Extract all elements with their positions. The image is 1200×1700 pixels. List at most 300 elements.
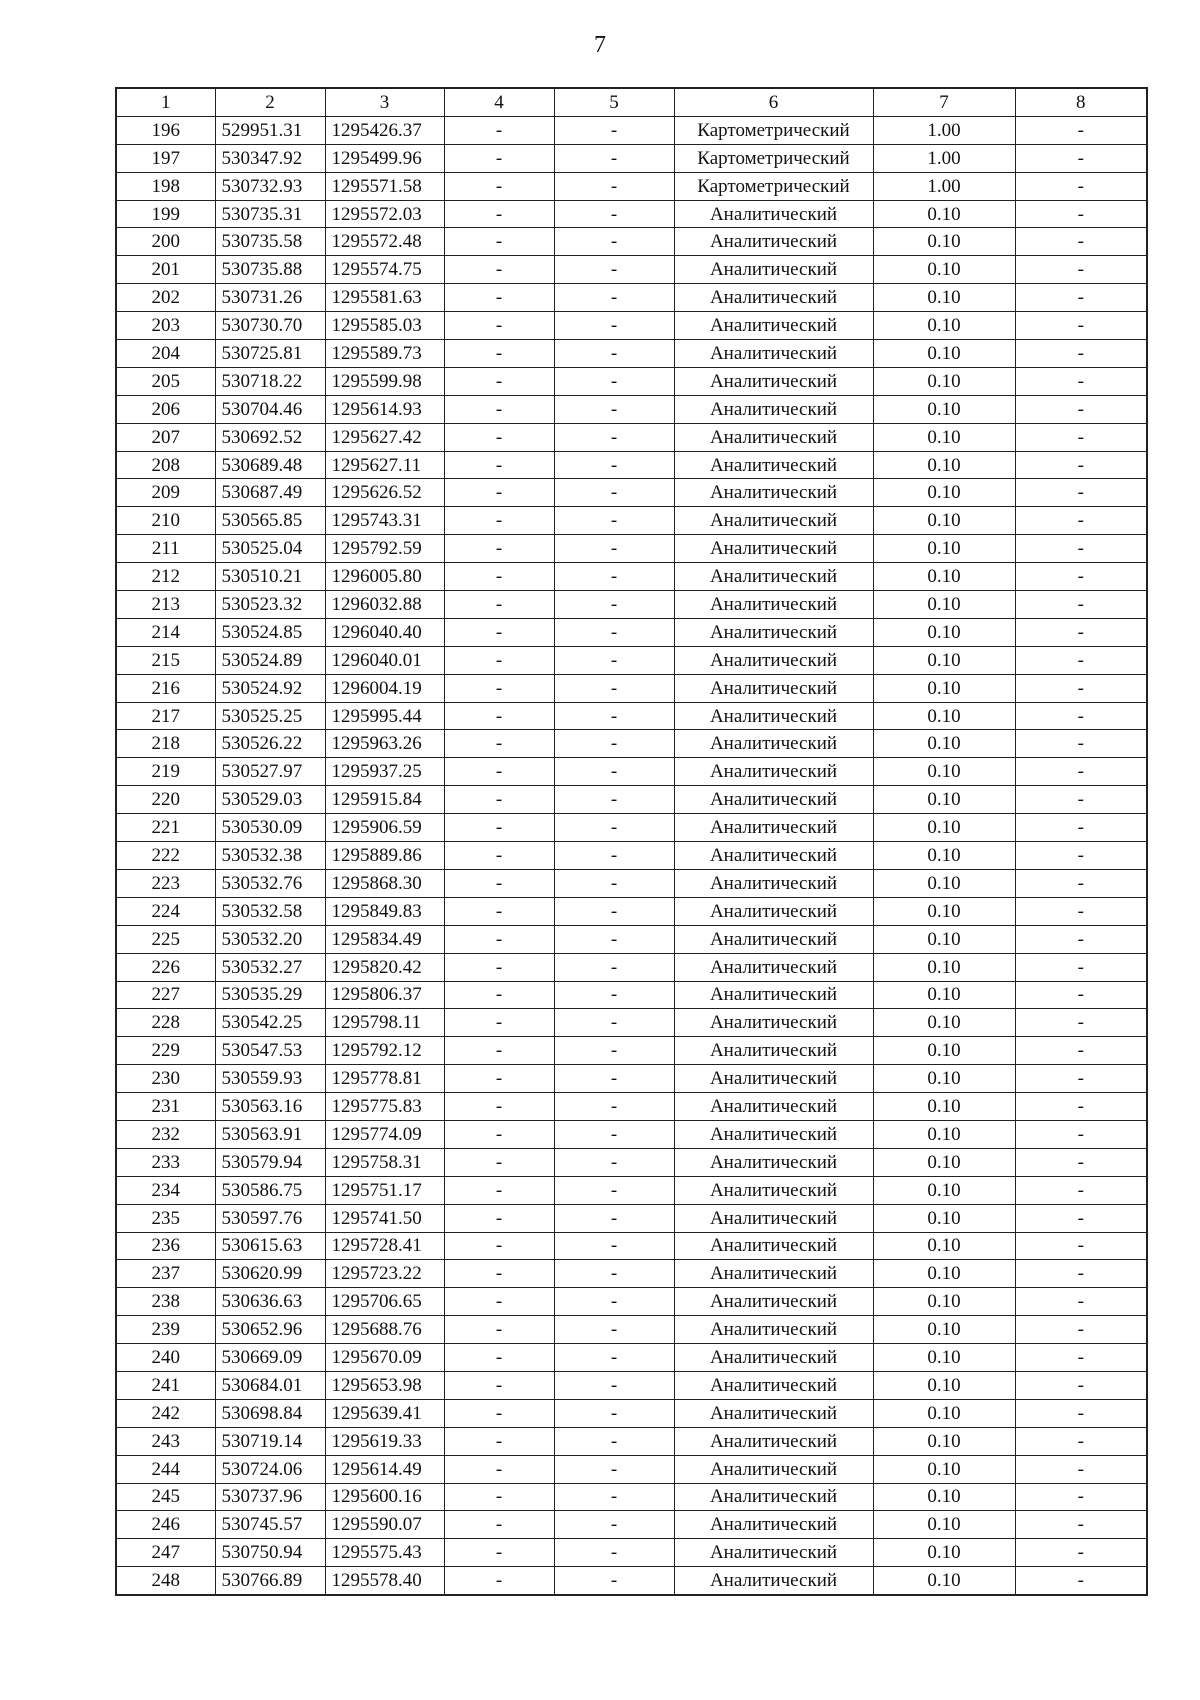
table-row	[116, 507, 1147, 535]
column-8-cell: -	[1015, 1260, 1147, 1288]
accuracy-cell: 0.10	[873, 1316, 1015, 1344]
point-number-cell: 222	[116, 842, 215, 870]
x-coordinate-cell: 530750.94	[215, 1539, 325, 1567]
point-number-cell: 236	[116, 1232, 215, 1260]
x-coordinate-cell: 530692.52	[215, 423, 325, 451]
accuracy-cell: 0.10	[873, 814, 1015, 842]
x-coordinate-cell: 530730.70	[215, 312, 325, 340]
table-row	[116, 674, 1147, 702]
column-5-cell: -	[554, 674, 674, 702]
point-number-cell: 243	[116, 1427, 215, 1455]
column-5-cell: -	[554, 312, 674, 340]
column-8-cell: -	[1015, 367, 1147, 395]
x-coordinate-cell: 530510.21	[215, 563, 325, 591]
accuracy-cell: 1.00	[873, 116, 1015, 144]
y-coordinate-cell: 1296040.40	[325, 618, 444, 646]
point-number-cell: 197	[116, 144, 215, 172]
column-5-cell: -	[554, 925, 674, 953]
column-4-cell: -	[444, 1009, 554, 1037]
table-row	[116, 423, 1147, 451]
table-row	[116, 228, 1147, 256]
y-coordinate-cell: 1295585.03	[325, 312, 444, 340]
accuracy-cell: 0.10	[873, 451, 1015, 479]
table-row	[116, 981, 1147, 1009]
method-cell: Аналитический	[674, 1427, 873, 1455]
x-coordinate-cell: 530636.63	[215, 1288, 325, 1316]
method-cell: Аналитический	[674, 367, 873, 395]
column-5-cell: -	[554, 395, 674, 423]
column-8-cell: -	[1015, 1427, 1147, 1455]
point-number-cell: 219	[116, 758, 215, 786]
column-5-cell: -	[554, 256, 674, 284]
method-cell: Аналитический	[674, 1148, 873, 1176]
table-row	[116, 814, 1147, 842]
column-5-cell: -	[554, 1288, 674, 1316]
x-coordinate-cell: 530766.89	[215, 1567, 325, 1595]
x-coordinate-cell: 530347.92	[215, 144, 325, 172]
method-cell: Аналитический	[674, 535, 873, 563]
column-8-cell: -	[1015, 1399, 1147, 1427]
y-coordinate-cell: 1295889.86	[325, 842, 444, 870]
x-coordinate-cell: 530525.25	[215, 702, 325, 730]
accuracy-cell: 0.10	[873, 897, 1015, 925]
column-4-cell: -	[444, 1260, 554, 1288]
point-number-cell: 223	[116, 869, 215, 897]
column-5-cell: -	[554, 1260, 674, 1288]
column-4-cell: -	[444, 758, 554, 786]
column-5-cell: -	[554, 1567, 674, 1595]
accuracy-cell: 0.10	[873, 1539, 1015, 1567]
method-cell: Аналитический	[674, 674, 873, 702]
table-row	[116, 312, 1147, 340]
method-cell: Аналитический	[674, 451, 873, 479]
accuracy-cell: 0.10	[873, 1009, 1015, 1037]
column-5-cell: -	[554, 1148, 674, 1176]
accuracy-cell: 0.10	[873, 1232, 1015, 1260]
y-coordinate-cell: 1295758.31	[325, 1148, 444, 1176]
method-cell: Аналитический	[674, 758, 873, 786]
x-coordinate-cell: 530735.31	[215, 200, 325, 228]
point-number-cell: 205	[116, 367, 215, 395]
column-4-cell: -	[444, 312, 554, 340]
column-8-cell: -	[1015, 312, 1147, 340]
x-coordinate-cell: 530532.20	[215, 925, 325, 953]
y-coordinate-cell: 1295578.40	[325, 1567, 444, 1595]
column-8-cell: -	[1015, 1065, 1147, 1093]
column-5-cell: -	[554, 1093, 674, 1121]
table-row	[116, 1037, 1147, 1065]
accuracy-cell: 0.10	[873, 535, 1015, 563]
point-number-cell: 246	[116, 1511, 215, 1539]
column-5-cell: -	[554, 646, 674, 674]
method-cell: Аналитический	[674, 395, 873, 423]
method-cell: Аналитический	[674, 730, 873, 758]
column-5-cell: -	[554, 367, 674, 395]
x-coordinate-cell: 530523.32	[215, 591, 325, 619]
column-5-cell: -	[554, 1232, 674, 1260]
accuracy-cell: 0.10	[873, 256, 1015, 284]
point-number-cell: 233	[116, 1148, 215, 1176]
accuracy-cell: 0.10	[873, 1065, 1015, 1093]
y-coordinate-cell: 1295774.09	[325, 1120, 444, 1148]
column-5-cell: -	[554, 200, 674, 228]
method-cell: Аналитический	[674, 1120, 873, 1148]
column-8-cell: -	[1015, 1176, 1147, 1204]
column-5-cell: -	[554, 758, 674, 786]
method-cell: Аналитический	[674, 1093, 873, 1121]
x-coordinate-cell: 530725.81	[215, 340, 325, 368]
column-5-cell: -	[554, 869, 674, 897]
column-8-cell: -	[1015, 1455, 1147, 1483]
column-8-cell: -	[1015, 842, 1147, 870]
y-coordinate-cell: 1295599.98	[325, 367, 444, 395]
column-8-cell: -	[1015, 897, 1147, 925]
table-row	[116, 925, 1147, 953]
column-8-cell: -	[1015, 1120, 1147, 1148]
method-cell: Аналитический	[674, 312, 873, 340]
x-coordinate-cell: 530732.93	[215, 172, 325, 200]
table-row	[116, 1371, 1147, 1399]
x-coordinate-cell: 530559.93	[215, 1065, 325, 1093]
column-8-cell: -	[1015, 1037, 1147, 1065]
accuracy-cell: 0.10	[873, 200, 1015, 228]
column-4-cell: -	[444, 367, 554, 395]
column-4-cell: -	[444, 451, 554, 479]
point-number-cell: 225	[116, 925, 215, 953]
table-row	[116, 702, 1147, 730]
page-number: 7	[594, 32, 606, 58]
method-cell: Аналитический	[674, 646, 873, 674]
accuracy-cell: 0.10	[873, 925, 1015, 953]
column-4-cell: -	[444, 618, 554, 646]
x-coordinate-cell: 529951.31	[215, 116, 325, 144]
y-coordinate-cell: 1295499.96	[325, 144, 444, 172]
y-coordinate-cell: 1296005.80	[325, 563, 444, 591]
x-coordinate-cell: 530532.27	[215, 953, 325, 981]
method-cell: Аналитический	[674, 423, 873, 451]
x-coordinate-cell: 530689.48	[215, 451, 325, 479]
column-4-cell: -	[444, 1176, 554, 1204]
accuracy-cell: 0.10	[873, 228, 1015, 256]
column-5-cell: -	[554, 507, 674, 535]
point-number-cell: 215	[116, 646, 215, 674]
table-row	[116, 1065, 1147, 1093]
method-cell: Аналитический	[674, 1204, 873, 1232]
column-4-cell: -	[444, 395, 554, 423]
point-number-cell: 238	[116, 1288, 215, 1316]
y-coordinate-cell: 1295778.81	[325, 1065, 444, 1093]
column-8-cell: -	[1015, 563, 1147, 591]
method-cell: Картометрический	[674, 172, 873, 200]
y-coordinate-cell: 1295741.50	[325, 1204, 444, 1232]
column-5-cell: -	[554, 730, 674, 758]
y-coordinate-cell: 1295572.03	[325, 200, 444, 228]
column-5-cell: -	[554, 1539, 674, 1567]
point-number-cell: 226	[116, 953, 215, 981]
column-8-cell: -	[1015, 1539, 1147, 1567]
method-cell: Аналитический	[674, 925, 873, 953]
column-5-cell: -	[554, 1204, 674, 1232]
accuracy-cell: 0.10	[873, 563, 1015, 591]
column-4-cell: -	[444, 730, 554, 758]
method-cell: Аналитический	[674, 786, 873, 814]
point-number-cell: 248	[116, 1567, 215, 1595]
accuracy-cell: 0.10	[873, 1567, 1015, 1595]
column-4-cell: -	[444, 786, 554, 814]
column-4-cell: -	[444, 172, 554, 200]
x-coordinate-cell: 530745.57	[215, 1511, 325, 1539]
x-coordinate-cell: 530529.03	[215, 786, 325, 814]
column-5-cell: -	[554, 144, 674, 172]
x-coordinate-cell: 530704.46	[215, 395, 325, 423]
table-row	[116, 591, 1147, 619]
point-number-cell: 239	[116, 1316, 215, 1344]
column-8-cell: -	[1015, 144, 1147, 172]
x-coordinate-cell: 530525.04	[215, 535, 325, 563]
y-coordinate-cell: 1295906.59	[325, 814, 444, 842]
accuracy-cell: 0.10	[873, 1176, 1015, 1204]
column-8-cell: -	[1015, 340, 1147, 368]
table-row	[116, 451, 1147, 479]
method-cell: Аналитический	[674, 256, 873, 284]
column-4-cell: -	[444, 814, 554, 842]
column-8-cell: -	[1015, 1316, 1147, 1344]
point-number-cell: 221	[116, 814, 215, 842]
x-coordinate-cell: 530532.76	[215, 869, 325, 897]
y-coordinate-cell: 1295572.48	[325, 228, 444, 256]
accuracy-cell: 0.10	[873, 340, 1015, 368]
accuracy-cell: 0.10	[873, 284, 1015, 312]
x-coordinate-cell: 530731.26	[215, 284, 325, 312]
table-row	[116, 340, 1147, 368]
point-number-cell: 232	[116, 1120, 215, 1148]
accuracy-cell: 0.10	[873, 758, 1015, 786]
column-8-cell: -	[1015, 1483, 1147, 1511]
method-cell: Картометрический	[674, 144, 873, 172]
column-8-cell: -	[1015, 172, 1147, 200]
table-row	[116, 256, 1147, 284]
table-row	[116, 1204, 1147, 1232]
column-4-cell: -	[444, 116, 554, 144]
x-coordinate-cell: 530527.97	[215, 758, 325, 786]
column-4-cell: -	[444, 1204, 554, 1232]
y-coordinate-cell: 1295575.43	[325, 1539, 444, 1567]
point-number-cell: 210	[116, 507, 215, 535]
table-row	[116, 786, 1147, 814]
table-row	[116, 953, 1147, 981]
accuracy-cell: 0.10	[873, 842, 1015, 870]
column-8-cell: -	[1015, 423, 1147, 451]
table-row	[116, 535, 1147, 563]
table-row	[116, 144, 1147, 172]
column-4-cell: -	[444, 200, 554, 228]
y-coordinate-cell: 1295627.11	[325, 451, 444, 479]
column-8-cell: -	[1015, 981, 1147, 1009]
column-5-cell: -	[554, 953, 674, 981]
accuracy-cell: 0.10	[873, 507, 1015, 535]
column-5-cell: -	[554, 814, 674, 842]
y-coordinate-cell: 1295798.11	[325, 1009, 444, 1037]
accuracy-cell: 0.10	[873, 1204, 1015, 1232]
x-coordinate-cell: 530652.96	[215, 1316, 325, 1344]
table-row	[116, 1316, 1147, 1344]
column-8-cell: -	[1015, 479, 1147, 507]
x-coordinate-cell: 530535.29	[215, 981, 325, 1009]
method-cell: Аналитический	[674, 563, 873, 591]
column-5-cell: -	[554, 1316, 674, 1344]
column-4-cell: -	[444, 646, 554, 674]
column-header: 3	[325, 88, 444, 116]
x-coordinate-cell: 530698.84	[215, 1399, 325, 1427]
column-header: 6	[674, 88, 873, 116]
method-cell: Аналитический	[674, 1539, 873, 1567]
point-number-cell: 229	[116, 1037, 215, 1065]
column-8-cell: -	[1015, 1344, 1147, 1372]
column-8-cell: -	[1015, 535, 1147, 563]
point-number-cell: 211	[116, 535, 215, 563]
column-8-cell: -	[1015, 1204, 1147, 1232]
x-coordinate-cell: 530524.92	[215, 674, 325, 702]
y-coordinate-cell: 1295820.42	[325, 953, 444, 981]
point-number-cell: 201	[116, 256, 215, 284]
point-number-cell: 218	[116, 730, 215, 758]
y-coordinate-cell: 1295706.65	[325, 1288, 444, 1316]
accuracy-cell: 0.10	[873, 367, 1015, 395]
accuracy-cell: 1.00	[873, 144, 1015, 172]
column-8-cell: -	[1015, 395, 1147, 423]
y-coordinate-cell: 1296004.19	[325, 674, 444, 702]
table-row	[116, 1120, 1147, 1148]
point-number-cell: 235	[116, 1204, 215, 1232]
column-5-cell: -	[554, 1483, 674, 1511]
column-5-cell: -	[554, 479, 674, 507]
column-8-cell: -	[1015, 786, 1147, 814]
table-row	[116, 1455, 1147, 1483]
accuracy-cell: 0.10	[873, 1371, 1015, 1399]
table-header-row	[116, 88, 1147, 116]
table-row	[116, 869, 1147, 897]
column-4-cell: -	[444, 702, 554, 730]
method-cell: Аналитический	[674, 702, 873, 730]
column-8-cell: -	[1015, 953, 1147, 981]
point-number-cell: 200	[116, 228, 215, 256]
method-cell: Аналитический	[674, 1567, 873, 1595]
column-4-cell: -	[444, 1148, 554, 1176]
table-row	[116, 1399, 1147, 1427]
x-coordinate-cell: 530724.06	[215, 1455, 325, 1483]
column-8-cell: -	[1015, 284, 1147, 312]
method-cell: Аналитический	[674, 814, 873, 842]
method-cell: Аналитический	[674, 1009, 873, 1037]
column-4-cell: -	[444, 925, 554, 953]
column-4-cell: -	[444, 1539, 554, 1567]
accuracy-cell: 0.10	[873, 1427, 1015, 1455]
column-5-cell: -	[554, 702, 674, 730]
point-number-cell: 196	[116, 116, 215, 144]
x-coordinate-cell: 530532.38	[215, 842, 325, 870]
point-number-cell: 237	[116, 1260, 215, 1288]
column-header: 8	[1015, 88, 1147, 116]
column-5-cell: -	[554, 340, 674, 368]
x-coordinate-cell: 530719.14	[215, 1427, 325, 1455]
column-4-cell: -	[444, 507, 554, 535]
point-number-cell: 244	[116, 1455, 215, 1483]
column-5-cell: -	[554, 1371, 674, 1399]
column-8-cell: -	[1015, 200, 1147, 228]
column-4-cell: -	[444, 1427, 554, 1455]
x-coordinate-cell: 530718.22	[215, 367, 325, 395]
x-coordinate-cell: 530530.09	[215, 814, 325, 842]
method-cell: Аналитический	[674, 897, 873, 925]
method-cell: Аналитический	[674, 869, 873, 897]
y-coordinate-cell: 1295626.52	[325, 479, 444, 507]
x-coordinate-cell: 530687.49	[215, 479, 325, 507]
table-row	[116, 116, 1147, 144]
column-4-cell: -	[444, 144, 554, 172]
y-coordinate-cell: 1295834.49	[325, 925, 444, 953]
y-coordinate-cell: 1295590.07	[325, 1511, 444, 1539]
column-header: 5	[554, 88, 674, 116]
method-cell: Аналитический	[674, 618, 873, 646]
point-number-cell: 204	[116, 340, 215, 368]
column-8-cell: -	[1015, 1009, 1147, 1037]
point-number-cell: 202	[116, 284, 215, 312]
table-row	[116, 1009, 1147, 1037]
accuracy-cell: 0.10	[873, 618, 1015, 646]
column-4-cell: -	[444, 674, 554, 702]
column-4-cell: -	[444, 1455, 554, 1483]
y-coordinate-cell: 1296032.88	[325, 591, 444, 619]
y-coordinate-cell: 1295670.09	[325, 1344, 444, 1372]
y-coordinate-cell: 1295743.31	[325, 507, 444, 535]
column-8-cell: -	[1015, 507, 1147, 535]
x-coordinate-cell: 530597.76	[215, 1204, 325, 1232]
column-5-cell: -	[554, 563, 674, 591]
x-coordinate-cell: 530524.89	[215, 646, 325, 674]
accuracy-cell: 0.10	[873, 395, 1015, 423]
table-row	[116, 1232, 1147, 1260]
y-coordinate-cell: 1295792.59	[325, 535, 444, 563]
column-header: 2	[215, 88, 325, 116]
column-header: 7	[873, 88, 1015, 116]
y-coordinate-cell: 1295688.76	[325, 1316, 444, 1344]
x-coordinate-cell: 530565.85	[215, 507, 325, 535]
column-4-cell: -	[444, 1371, 554, 1399]
x-coordinate-cell: 530563.16	[215, 1093, 325, 1121]
column-8-cell: -	[1015, 730, 1147, 758]
coordinates-table	[115, 87, 1148, 1596]
x-coordinate-cell: 530542.25	[215, 1009, 325, 1037]
x-coordinate-cell: 530669.09	[215, 1344, 325, 1372]
y-coordinate-cell: 1295639.41	[325, 1399, 444, 1427]
table-row	[116, 1483, 1147, 1511]
y-coordinate-cell: 1295751.17	[325, 1176, 444, 1204]
column-8-cell: -	[1015, 1371, 1147, 1399]
y-coordinate-cell: 1295619.33	[325, 1427, 444, 1455]
table-row	[116, 730, 1147, 758]
column-header: 1	[116, 88, 215, 116]
column-8-cell: -	[1015, 1148, 1147, 1176]
method-cell: Аналитический	[674, 1511, 873, 1539]
method-cell: Аналитический	[674, 479, 873, 507]
accuracy-cell: 0.10	[873, 1037, 1015, 1065]
table-row	[116, 1260, 1147, 1288]
accuracy-cell: 0.10	[873, 1148, 1015, 1176]
column-8-cell: -	[1015, 646, 1147, 674]
column-5-cell: -	[554, 1511, 674, 1539]
method-cell: Картометрический	[674, 116, 873, 144]
column-5-cell: -	[554, 284, 674, 312]
